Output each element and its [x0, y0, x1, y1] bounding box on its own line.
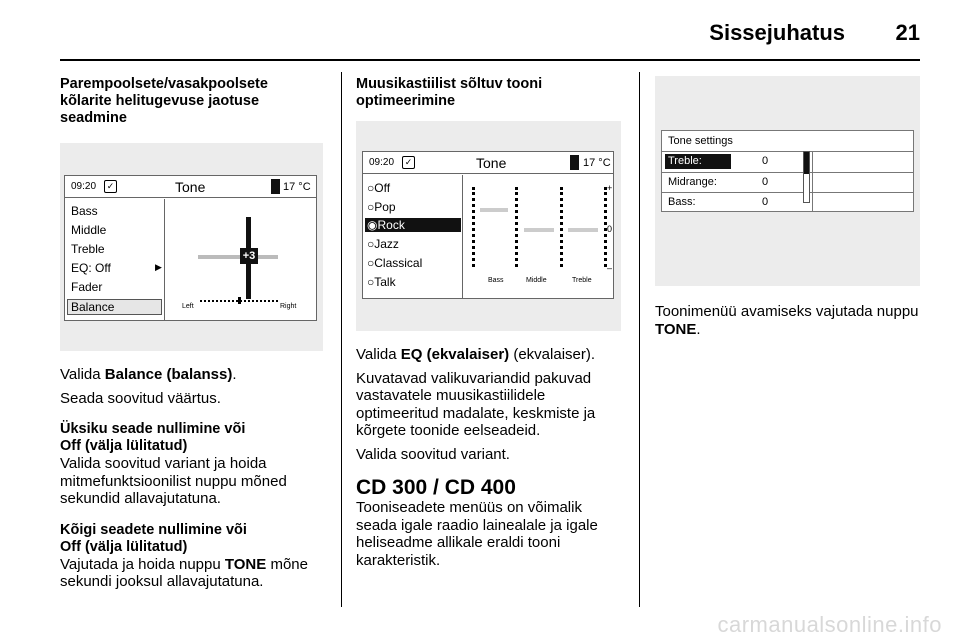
tone-row-value: 0	[762, 176, 769, 188]
tone-scrollbar[interactable]	[803, 151, 810, 203]
menu-item-balance[interactable]: Balance	[67, 299, 162, 315]
eq-option-jazz[interactable]: ○Jazz	[367, 237, 399, 251]
watermark: carmanualsonline.info	[717, 612, 942, 637]
eq-level-treble	[568, 228, 598, 232]
clock-icon: ✓	[104, 180, 117, 193]
eq-scale-3	[560, 187, 563, 267]
eq-option-classical[interactable]: ○Classical	[367, 256, 423, 270]
instruction-select-eq: Valida EQ (ekvalaiser) (ekvalaiser).	[356, 346, 596, 363]
reset-single-heading: Üksiku seade nullimine või Off (välja lülitatud)	[60, 421, 246, 454]
eq-scale-bottom-label: –	[607, 263, 613, 273]
tone-row-treble[interactable]	[662, 151, 913, 171]
column-1	[60, 76, 328, 591]
radio-icon: ○	[367, 200, 375, 214]
eq-scale-1	[472, 187, 475, 267]
menu-item-middle[interactable]: Middle	[71, 223, 107, 237]
clock-icon: ✓	[402, 156, 415, 169]
column-2	[356, 76, 624, 569]
balance-scale-marker	[238, 297, 241, 304]
eq-option-talk[interactable]: ○Talk	[367, 275, 396, 289]
eq-scale-mid-label: 0	[607, 224, 613, 234]
cd-model-heading: CD 300 / CD 400	[356, 476, 516, 499]
temperature: 17 °C	[283, 181, 311, 193]
balance-track-horizontal	[198, 255, 278, 259]
thermometer-icon	[570, 155, 579, 170]
tone-scrollbar-thumb	[804, 152, 809, 174]
tone-row-midrange[interactable]	[662, 172, 913, 192]
cd-tone-description: Tooniseadete menüüs on võimalik seada igale raadio lainealale ja igale heliseadme allikale eraldi tooni karakteristik.	[356, 499, 598, 569]
eq-level-bass	[480, 208, 508, 212]
tone-settings-figure	[655, 76, 920, 286]
column-3	[655, 76, 920, 338]
balance-figure	[60, 143, 323, 351]
tone-row-label: Midrange:	[668, 176, 717, 188]
screen-title: Tone	[175, 179, 206, 195]
radio-icon: ○	[367, 237, 375, 251]
reset-all-heading: Kõigi seadete nullimine või Off (välja lülitatud)	[60, 521, 247, 555]
tone-row-bass[interactable]	[662, 192, 913, 212]
tone-row-label: Bass:	[668, 196, 696, 208]
reset-all-text: Vajutada ja hoida nuppu TONE mõne sekundi jooksul allavajutatuna.	[60, 555, 308, 590]
thermometer-icon	[271, 179, 280, 194]
clock-time: 09:20	[369, 157, 395, 168]
chapter-title: Sissejuhatus	[709, 20, 845, 45]
eq-options	[363, 175, 463, 298]
eq-heading: Muusikastiilist sõltuv tooni optimeerimine	[356, 76, 543, 109]
eq-option-off[interactable]: ○Off	[367, 181, 391, 195]
balance-heading: Parempoolsete/vasakpoolsete kõlarite helitugevuse jaotuse seadmine	[60, 76, 268, 126]
column-divider-2	[639, 72, 640, 607]
header-rule	[60, 59, 920, 61]
tone-row-value: 0	[762, 155, 769, 167]
clock-time: 09:20	[71, 181, 97, 192]
tone-settings-screen	[661, 130, 914, 212]
radio-selected-icon: ◉	[367, 218, 378, 232]
eq-description: Kuvatavad valikuvariandid pakuvad vastavatele muusikastiilidele optimeeritud madalate, keskmiste ja kõrgete toonide eelseadeid.	[356, 369, 596, 439]
eq-scale-top-label: +	[607, 183, 613, 193]
menu-item-treble[interactable]: Treble	[71, 242, 105, 256]
instruction-open-tone-menu: Toonimenüü avamiseks vajutada nuppu TONE.	[655, 303, 919, 338]
temperature: 17 °C	[583, 157, 611, 169]
tone-settings-side-rule	[812, 151, 813, 212]
eq-figure	[356, 121, 621, 331]
tone-row-value: 0	[762, 196, 769, 208]
balance-screen	[64, 175, 317, 321]
chevron-right-icon: ▶	[155, 262, 162, 272]
balance-panel	[166, 199, 317, 320]
tone-row-label: Treble:	[665, 154, 731, 169]
eq-level-middle	[524, 228, 554, 232]
instruction-select-variant: Valida soovitud variant.	[356, 445, 510, 463]
eq-band-middle-label: Middle	[526, 277, 547, 284]
eq-option-rock[interactable]: ◉Rock	[365, 218, 461, 232]
page-number: 21	[895, 20, 920, 45]
menu-item-fader[interactable]: Fader	[71, 280, 103, 294]
balance-left-label: Left	[182, 303, 194, 310]
status-bar	[363, 152, 613, 174]
balance-value-badge: +3	[240, 248, 258, 264]
instruction-select-balance: Valida Balance (balanss).	[60, 366, 237, 383]
instruction-set-value: Seada soovitud väärtus.	[60, 389, 221, 407]
menu-item-bass[interactable]: Bass	[71, 204, 98, 218]
menu-item-eq[interactable]: EQ: Off	[71, 261, 111, 275]
column-divider-1	[341, 72, 342, 607]
eq-option-pop[interactable]: ○Pop	[367, 200, 396, 214]
eq-band-treble-label: Treble	[572, 277, 592, 284]
tone-settings-title: Tone settings	[668, 135, 733, 147]
eq-bands-panel	[464, 175, 614, 298]
radio-icon: ○	[367, 275, 375, 289]
eq-scale-2	[515, 187, 518, 267]
reset-single-text: Valida soovitud variant ja hoida mitmefunktsioonilist nuppu mõned sekundid allavajutatuna.	[60, 455, 287, 507]
balance-right-label: Right	[280, 303, 297, 310]
screen-title: Tone	[476, 155, 507, 171]
radio-icon: ○	[367, 181, 375, 195]
tone-menu	[65, 199, 165, 320]
status-bar	[65, 176, 316, 198]
eq-screen	[362, 151, 614, 299]
eq-band-bass-label: Bass	[488, 277, 504, 284]
radio-icon: ○	[367, 256, 375, 270]
